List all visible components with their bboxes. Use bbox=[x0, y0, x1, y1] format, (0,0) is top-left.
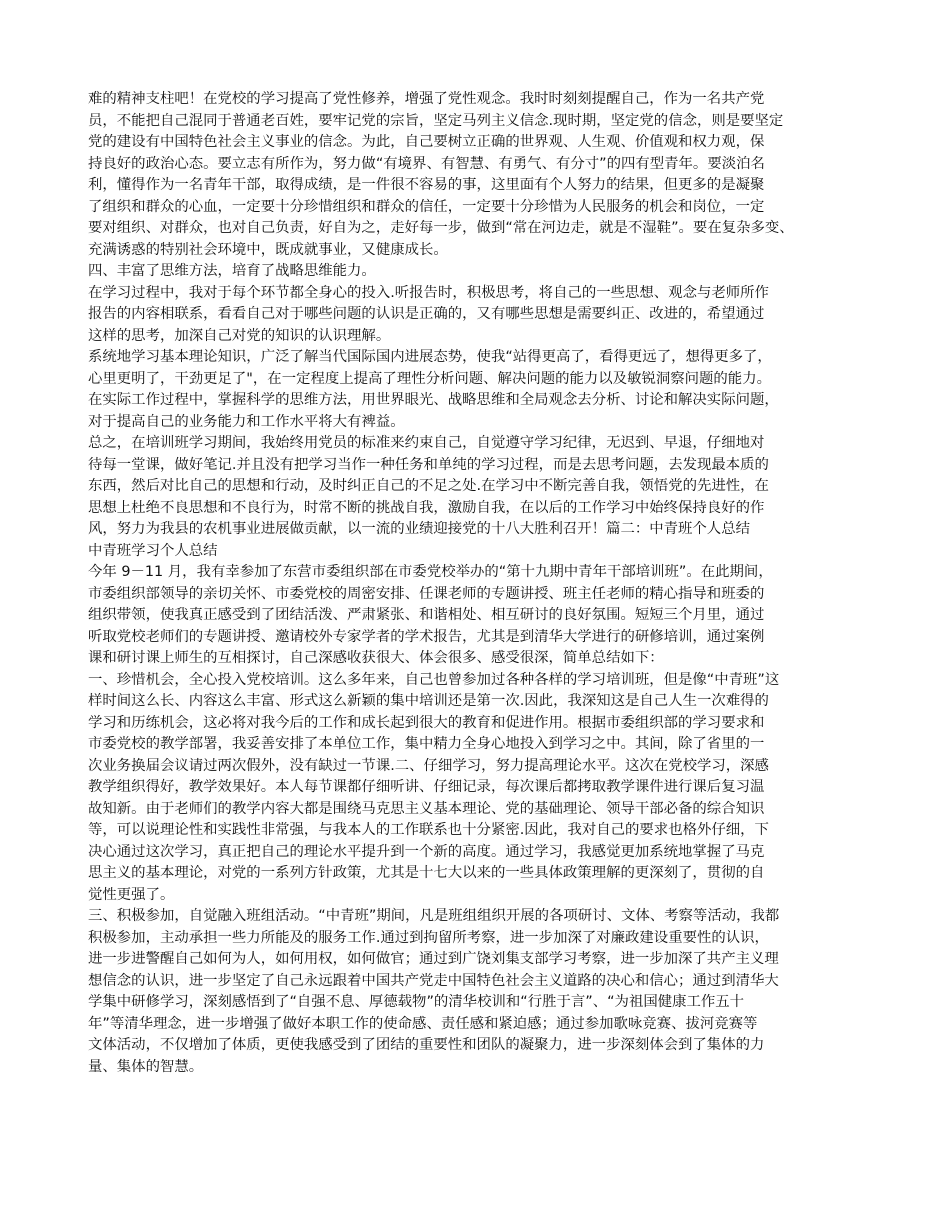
text-line: 样时间这么长、内容这么丰富、形式这么新颖的集中培训还是第一次.因此，我深知这是自己人生一次难得的 bbox=[88, 693, 769, 709]
text-line: 了组织和群众的心血，一定要十分珍惜组织和群众的信任，一定要十分珍惜为人民服务的机会和岗位，一定 bbox=[88, 198, 765, 215]
text-line: 这样的思考，加深自己对党的知识的认识理解。 bbox=[88, 327, 391, 344]
text-line: 难的精神支柱吧！在党校的学习提高了党性修养，增强了党性观念。我时时刻刻提醒自己，作为一名共产党 bbox=[88, 91, 765, 107]
text-line: 积极参加，主动承担一些力所能及的服务工作.通过到拘留所考察，进一步加深了对廉政建设重要性的认识， bbox=[88, 929, 769, 946]
text-line: 总之，在培训班学习期间，我始终用党员的标准来约束自己，自觉遵守学习纪律，无迟到、早退，仔细地对 bbox=[88, 435, 765, 451]
text-line: 系统地学习基本理论知识，广泛了解当代国际国内进展态势，使我“站得更高了，看得更远了，想得更多了， bbox=[88, 349, 772, 365]
text-line: 东西，然后对比自己的思想和行动，及时纠正自己的不足之处.在学习中不断完善自我，领悟党的先进性，在 bbox=[88, 478, 769, 494]
text-line: 教学组织得好，教学效果好。本人每节课都仔细听讲、仔细记录，每次课后都拷取教学课件进行课后复习温 bbox=[88, 779, 765, 795]
text-line: 四、丰富了思维方法，培育了战略思维能力。 bbox=[88, 263, 376, 279]
text-line: 党的建设有中国特色社会主义事业的信念。为此，自己要树立正确的世界观、人生观、价值观和权力观，保 bbox=[88, 134, 765, 150]
text-line: 风，努力为我县的农机事业进展做贡献，以一流的业绩迎接党的十八大胜利召开！篇二：中青班个人总结 bbox=[88, 521, 750, 537]
text-line: 持良好的政治心态。要立志有所作为，努力做“有境界、有智慧、有勇气、有分寸”的四有型青年。要淡泊名 bbox=[88, 155, 765, 172]
text-line: 故知新。由于老师们的教学内容大都是围绕马克思主义基本理论、党的基础理论、领导干部必备的综合知识 bbox=[88, 800, 765, 817]
text-line: 想信念的认识，进一步坚定了自己永远跟着中国共产党走中国特色社会主义道路的决心和信心；通过到清华大 bbox=[88, 972, 779, 989]
text-line: 量、集体的智慧。 bbox=[88, 1058, 204, 1075]
text-line: 中青班学习个人总结 bbox=[88, 542, 218, 559]
text-line: 员，不能把自己混同于普通老百姓，要牢记党的宗旨，坚定马列主义信念.现时期，坚定党的信念，则是要坚定 bbox=[88, 112, 784, 129]
text-line: 心里更明了，干劲更足了"，在一定程度上提高了理性分析问题、解决问题的能力以及敏锐洞察问题的能力。 bbox=[88, 370, 771, 387]
text-line: 今年 9－11 月，我有幸参加了东营市委组织部在市委党校举办的“第十九期中青年干部培训班”。在此期间， bbox=[88, 564, 773, 580]
text-line: 报告的内容相联系，看看自己对于哪些问题的认识是正确的，又有哪些思想是需要纠正、改进的，希望通过 bbox=[88, 306, 765, 322]
text-line: 学集中研修学习，深刻感悟到了“自强不息、厚德载物”的清华校训和“行胜于言”、“为祖国健康工作五十 bbox=[88, 994, 745, 1010]
document-body bbox=[88, 89, 872, 1078]
text-line: 市委党校的教学部署，我妥善安排了本单位工作，集中精力全身心地投入到学习之中。其间，除了省里的一 bbox=[88, 736, 765, 752]
text-line: 利，懂得作为一名青年干部，取得成绩，是一件很不容易的事，这里面有个人努力的结果，但更多的是凝聚 bbox=[88, 177, 765, 193]
text-line: 听取党校老师们的专题讲授、邀请校外专家学者的学术报告，尤其是到清华大学进行的研修培训，通过案例 bbox=[88, 628, 765, 645]
text-line: 在实际工作过程中，掌握科学的思维方法，用世界眼光、战略思维和全局观念去分析、讨论和解决实际问题， bbox=[88, 392, 779, 408]
text-line: 等，可以说理论性和实践性非常强，与我本人的工作联系也十分紧密.因此，我对自己的要求也格外仔细，下 bbox=[88, 822, 769, 838]
text-line: 组织带领，使我真正感受到了团结活泼、严肃紧张、和谐相处、相互研讨的良好氛围。短短三个月里，通过 bbox=[88, 607, 765, 623]
text-line: 在学习过程中，我对于每个环节都全身心的投入.听报告时，积极思考，将自己的一些思想、观念与老师所作 bbox=[88, 284, 769, 301]
text-line: 次业务换届会议请过两次假外，没有缺过一节课.二、仔细学习，努力提高理论水平。这次在党校学习，深感 bbox=[88, 757, 769, 774]
text-line: 年”等清华理念，进一步增强了做好本职工作的使命感、责任感和紧迫感；通过参加歌咏竞赛、拔河竞赛等 bbox=[88, 1015, 758, 1032]
text-line: 三、积极参加，自觉融入班组活动。“中青班”期间，凡是班组组织开展的各项研讨、文体、考察等活动，我都 bbox=[88, 908, 780, 924]
text-line: 文体活动，不仅增加了体质，更使我感受到了团结的重要性和团队的凝聚力，进一步深刻体会到了集体的力 bbox=[88, 1037, 765, 1053]
text-line: 思主义的基本理论，对党的一系列方针政策，尤其是十七大以来的一些具体政策理解的更深刻了，贯彻的自 bbox=[88, 865, 765, 881]
text-line: 待每一堂课，做好笔记.并且没有把学习当作一种任务和单纯的学习过程，而是去思考问题，去发现最本质的 bbox=[88, 456, 769, 473]
text-line: 市委组织部领导的亲切关怀、市委党校的周密安排、任课老师的专题讲授、班主任老师的精心指导和班委的 bbox=[88, 585, 765, 602]
text-line: 要对组织、对群众，也对自己负责，好自为之，走好每一步，做到“常在河边走，就是不湿鞋”。要在复杂多变、 bbox=[88, 220, 794, 236]
text-line: 学习和历练机会，这必将对我今后的工作和成长起到很大的教育和促进作用。根据市委组织部的学习要求和 bbox=[88, 714, 765, 731]
text-line: 对于提高自己的业务能力和工作水平将大有裨益。 bbox=[88, 413, 405, 430]
text-line: 思想上杜绝不良思想和不良行为，时常不断的挑战自我，激励自我，在以后的工作学习中始终保持良好的作 bbox=[88, 499, 765, 516]
text-line: 进一步进警醒自己如何为人，如何用权，如何做官；通过到广饶刘集支部学习考察，进一步加深了共产主义理 bbox=[88, 951, 779, 967]
text-line: 课和研讨课上师生的互相探讨，自己深感收获很大、体会很多、感受很深，简单总结如下： bbox=[88, 650, 664, 666]
text-line: 充满诱惑的特别社会环境中，既成就事业，又健康成长。 bbox=[88, 241, 448, 258]
text-line: 一、珍惜机会，全心投入党校培训。这么多年来，自己也曾参加过各种各样的学习培训班，但是像“中青班”这 bbox=[88, 671, 780, 688]
text-line: 决心通过这次学习，真正把自己的理论水平提升到一个新的高度。通过学习，我感觉更加系统地掌握了马克 bbox=[88, 843, 765, 860]
text-line: 觉性更强了。 bbox=[88, 886, 175, 903]
